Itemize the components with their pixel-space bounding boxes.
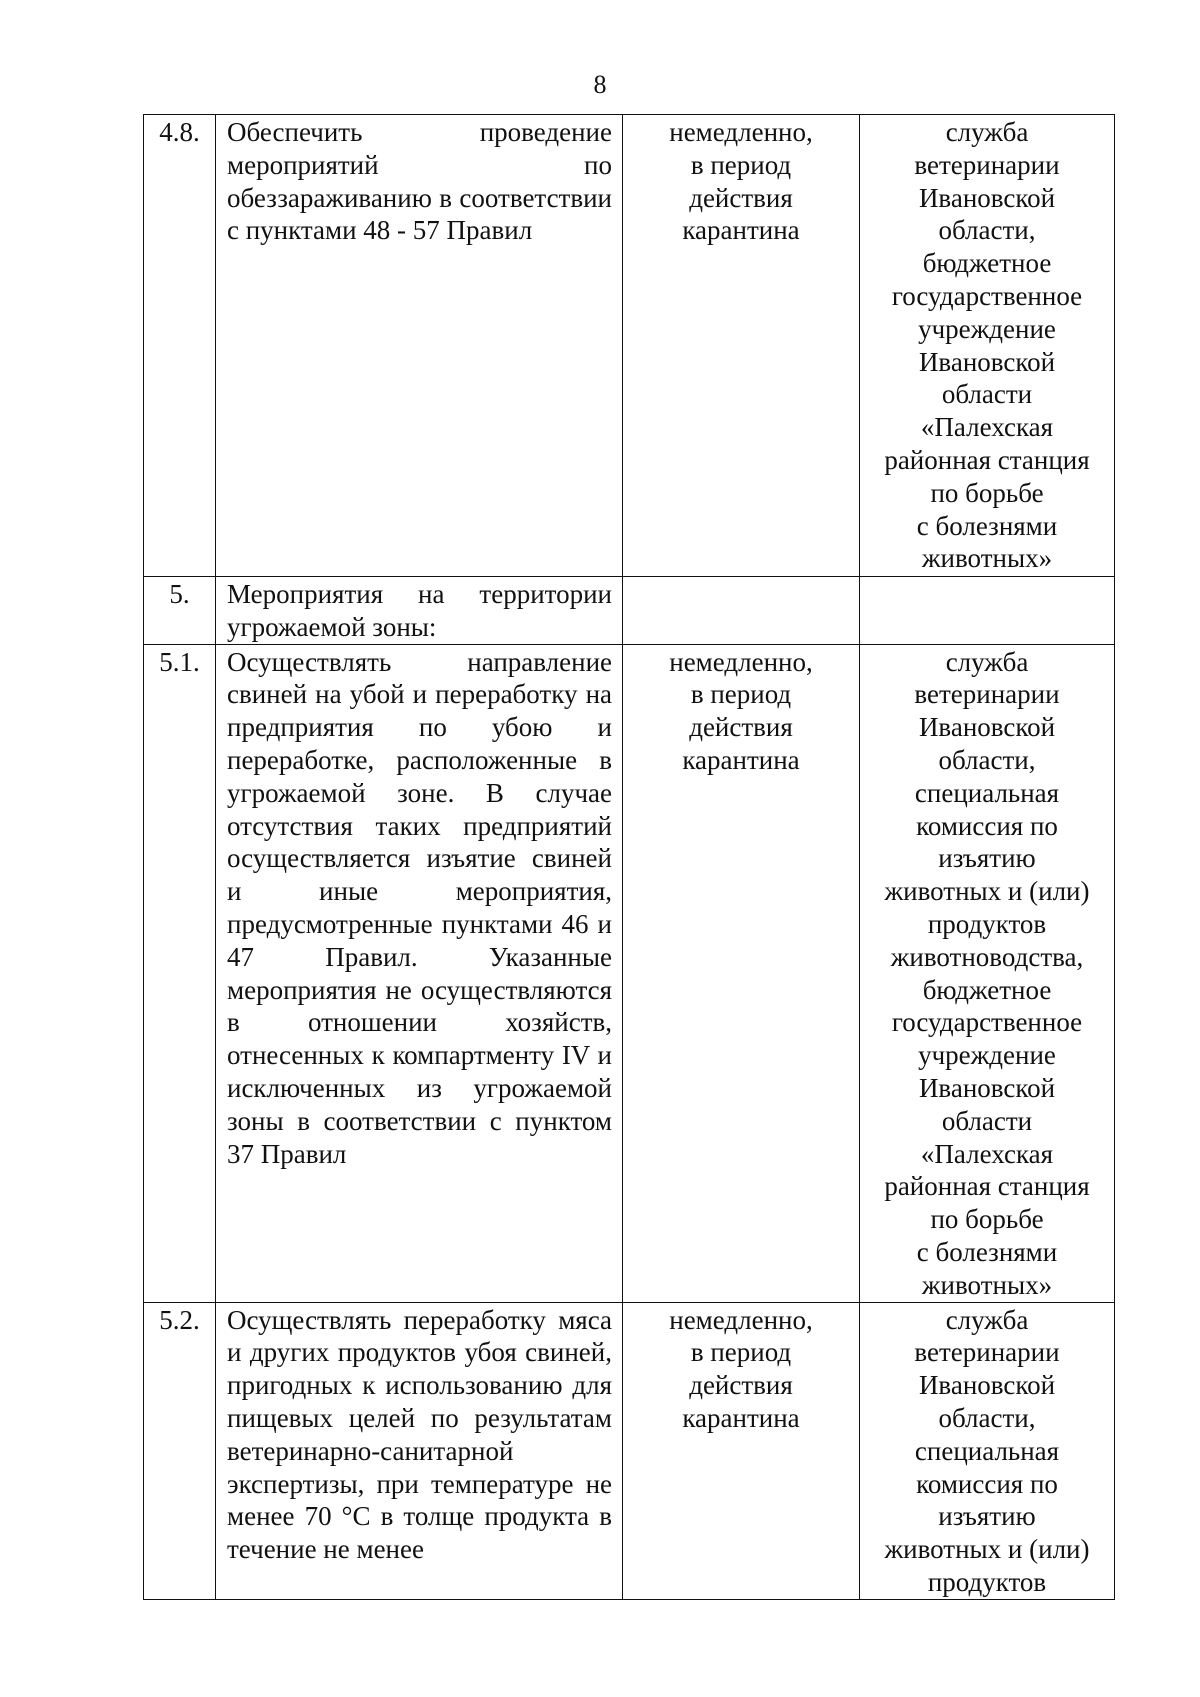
deadline-cell	[623, 1302, 860, 1599]
responsible-line: области,	[938, 744, 1036, 775]
deadline-line: немедленно,	[669, 1304, 813, 1335]
action-text: Осуществлять переработку мяса и других продуктов убоя свиней, пригодных к использованию для пищевых целей по результатам ветеринарно-санитарной экспертизы, при температуре не менее 70 °С в толще продукта в течение не менее	[227, 1304, 612, 1565]
responsible-cell	[860, 644, 1115, 1302]
responsible-line: Ивановской	[918, 346, 1056, 377]
responsible-line: изъятию	[938, 843, 1036, 874]
responsible-line: животноводства,	[890, 941, 1084, 972]
responsible-line: животных»	[921, 543, 1053, 574]
responsible-line: учреждение	[918, 1040, 1056, 1071]
responsible-line: государственное	[891, 280, 1083, 311]
responsible-line: животных»	[921, 1269, 1053, 1300]
responsible-line: «Палехская	[920, 412, 1054, 443]
table-row	[144, 115, 1115, 577]
responsible-cell	[860, 1302, 1115, 1599]
action-cell	[216, 115, 623, 577]
action-text: Мероприятия на территории угрожаемой зоны:	[227, 579, 612, 642]
deadline-line: в период	[690, 679, 792, 710]
deadline-line: действия	[689, 182, 793, 213]
responsible-line: области	[941, 1105, 1033, 1136]
responsible-line: ветеринарии	[914, 149, 1060, 180]
responsible-cell	[860, 577, 1115, 645]
action-cell	[216, 1302, 623, 1599]
responsible-line: комиссия по	[916, 810, 1058, 841]
action-cell	[216, 644, 623, 1302]
table-row	[144, 644, 1115, 1302]
responsible-line: служба	[945, 646, 1029, 677]
deadline-cell	[623, 644, 860, 1302]
responsible-line: Ивановской	[918, 1072, 1056, 1103]
responsible-line: области	[941, 379, 1033, 410]
table-row	[144, 1302, 1115, 1599]
deadline-line: карантина	[682, 215, 800, 246]
responsible-line: животных и (или)	[884, 876, 1090, 907]
deadline-line: в период	[690, 1337, 792, 1368]
responsible-line: ветеринарии	[914, 1337, 1060, 1368]
responsible-line: продуктов	[927, 908, 1047, 939]
responsible-line: районная станция	[884, 444, 1090, 475]
responsible-line: с болезнями	[916, 1236, 1058, 1267]
row-number: 4.8.	[144, 115, 216, 577]
deadline-line: немедленно,	[669, 646, 813, 677]
action-text: Обеспечить проведение мероприятий по обеззараживанию в соответствии с пунктами 48 - 57 Правил	[227, 117, 612, 246]
responsible-line: бюджетное	[922, 248, 1052, 279]
responsible-line: комиссия по	[916, 1468, 1058, 1499]
deadline-line: карантина	[682, 1402, 800, 1433]
responsible-line: специальная	[914, 1435, 1060, 1466]
responsible-line: служба	[945, 117, 1029, 147]
table-row	[144, 577, 1115, 645]
responsible-line: учреждение	[918, 313, 1056, 344]
deadline-line: действия	[689, 712, 793, 743]
row-number: 5.	[144, 577, 216, 645]
deadline-line: действия	[689, 1370, 793, 1401]
responsible-line: по борьбе	[930, 1204, 1044, 1235]
responsible-line: изъятию	[938, 1501, 1036, 1532]
responsible-line: специальная	[914, 777, 1060, 808]
responsible-line: с болезнями	[916, 510, 1058, 541]
action-text: Осуществлять направление свиней на убой и переработку на предприятия по убою и переработке, расположенные в угрожаемой зоне. В случае отсутствия таких предприятий осуществляется изъятие свиней и иные мероприятия, предусмотренные пунктами 46 и 47 Правил. Указанные мероприятия не осуществляются в отношении хозяйств, отнесенных к компартменту IV и исключенных из угрожаемой зоны в соответствии с пунктом 37 Правил	[227, 646, 612, 1169]
deadline-line: карантина	[682, 744, 800, 775]
measures-table	[143, 114, 1115, 1600]
row-number: 5.2.	[144, 1302, 216, 1599]
responsible-line: животных и (или)	[884, 1534, 1090, 1565]
page-number: 8	[593, 70, 607, 99]
action-cell	[216, 577, 623, 645]
deadline-line: в период	[690, 149, 792, 180]
responsible-cell	[860, 115, 1115, 577]
deadline-cell	[623, 577, 860, 645]
responsible-line: области,	[938, 215, 1036, 246]
responsible-line: Ивановской	[918, 1370, 1056, 1401]
responsible-line: ветеринарии	[914, 679, 1060, 710]
deadline-cell	[623, 115, 860, 577]
deadline-line: немедленно,	[669, 117, 813, 147]
responsible-line: области,	[938, 1402, 1036, 1433]
row-number: 5.1.	[144, 644, 216, 1302]
responsible-line: бюджетное	[922, 974, 1052, 1005]
responsible-line: Ивановской	[918, 712, 1056, 743]
responsible-line: «Палехская	[920, 1138, 1054, 1169]
responsible-line: районная станция	[884, 1171, 1090, 1202]
responsible-line: по борьбе	[930, 477, 1044, 508]
responsible-line: служба	[945, 1304, 1029, 1335]
responsible-line: государственное	[891, 1007, 1083, 1038]
responsible-line: Ивановской	[918, 182, 1056, 213]
responsible-line: продуктов	[927, 1566, 1047, 1597]
